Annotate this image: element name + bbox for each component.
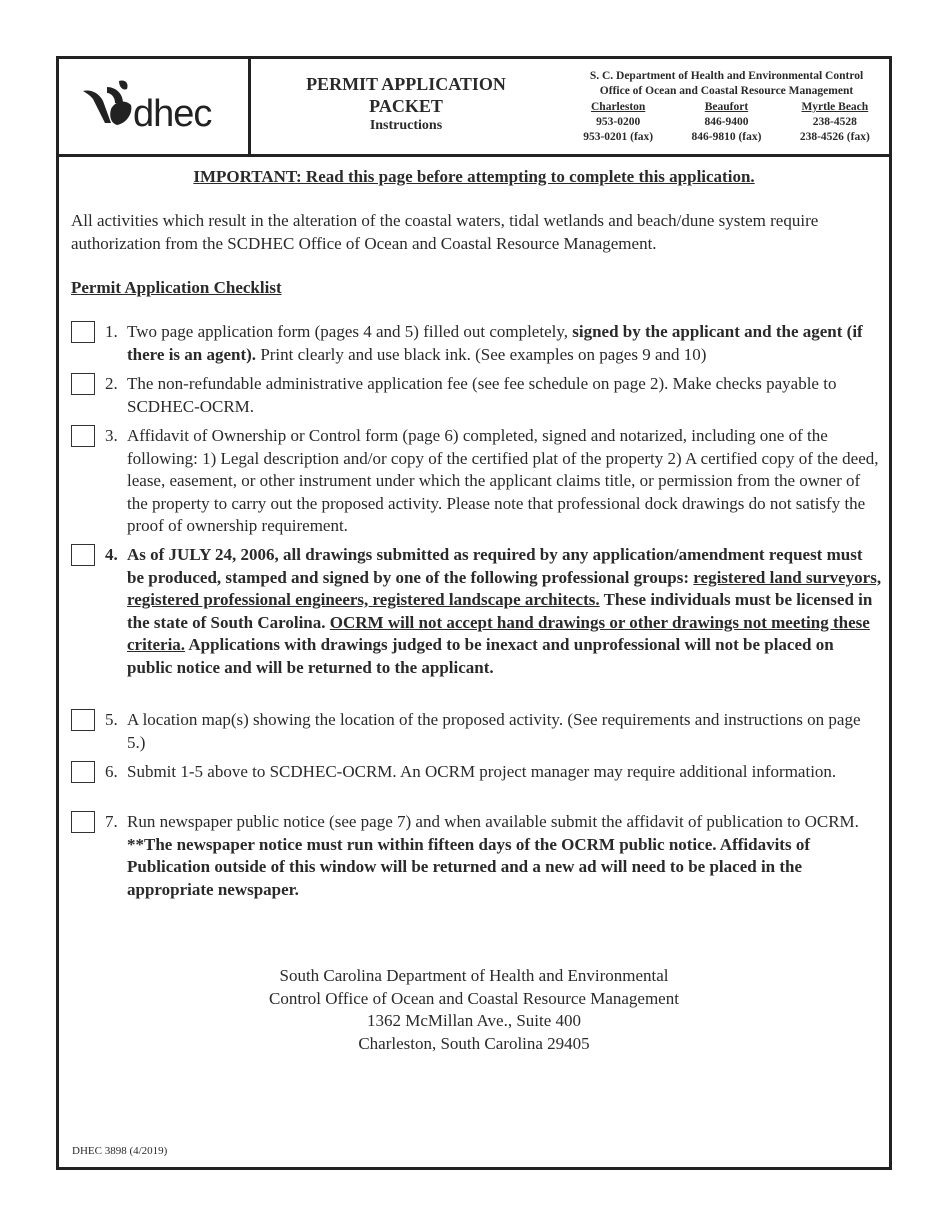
- item-text: A location map(s) showing the location of the proposed activity. (See requirements and instructions on page 5.): [127, 710, 861, 752]
- office-city: Beaufort: [704, 101, 749, 113]
- checkbox[interactable]: [71, 321, 95, 343]
- dhec-logo-icon: [81, 79, 141, 133]
- title-line-1: PERMIT APPLICATION: [306, 74, 506, 94]
- item-number: 5.: [105, 710, 118, 729]
- item-text: As of JULY 24, 2006, all drawings submitted as required by any application/amendment request must be produced, stamped and signed by one of the following professional groups: registered land surveyors, registered professional engineers, registered landscape architects. These individuals must be licensed in the state of South Carolina. OCRM will not accept hand drawings or other drawings not meeting these criteria. Applications with drawings judged to be inexact and unprofessional will not be placed on public notice and will be returned to the applicant.: [127, 545, 882, 677]
- important-notice: IMPORTANT: Read this page before attempting to complete this application.: [193, 167, 755, 186]
- item-number: 7.: [105, 812, 118, 831]
- office-city: Myrtle Beach: [801, 101, 869, 113]
- checkbox[interactable]: [71, 709, 95, 731]
- header: [59, 59, 889, 157]
- title-line-3: Instructions: [369, 118, 443, 133]
- checklist-item-7: [71, 811, 883, 901]
- office-charleston: [583, 100, 653, 145]
- item-text: Submit 1-5 above to SCDHEC-OCRM. An OCRM project manager may require additional information.: [127, 762, 837, 781]
- item-number: 2.: [105, 374, 118, 393]
- item-text: Affidavit of Ownership or Control form (page 6) completed, signed and notarized, including one of the following: 1) Legal description and/or copy of the certified plat of the property 2) A certified copy of the deed, lease, easement, or other instrument under which the applicant claims title, or permission from the owner of the property to carry out the proposed activity. Please note that professional dock drawings do not satisfy the proof of ownership requirement.: [127, 426, 879, 535]
- item-text: Two page application form (pages 4 and 5) filled out completely, signed by the applicant and the agent (if there is an agent). Print clearly and use black ink. (See examples on pages 9 and 10): [127, 322, 863, 364]
- checkbox[interactable]: [71, 761, 95, 783]
- form-number: DHEC 3898 (4/2019): [72, 1145, 168, 1157]
- address-line-3: 1362 McMillan Ave., Suite 400: [366, 1011, 582, 1030]
- checklist-item-3: [71, 425, 883, 538]
- office-fax: 846-9810 (fax): [691, 131, 762, 143]
- office-myrtle-beach: [800, 100, 870, 145]
- office-city: Charleston: [591, 101, 646, 113]
- checklist-item-4: [71, 544, 883, 679]
- title-line-2: PACKET: [369, 96, 443, 116]
- intro-paragraph: All activities which result in the alteration of the coastal waters, tidal wetlands and beach/dune system require authorization from the SCDHEC Office of Ocean and Coastal Resource Management.: [71, 211, 819, 253]
- item-number: 4.: [105, 545, 118, 564]
- logo-text: dhec: [133, 93, 212, 135]
- item-text: The non-refundable administrative application fee (see fee schedule on page 2). Make checks payable to SCDHEC-OCRM.: [127, 374, 837, 416]
- logo-cell: [59, 59, 251, 154]
- title-block: [251, 73, 561, 135]
- address-line-4: Charleston, South Carolina 29405: [358, 1033, 590, 1053]
- dept-line-1: S. C. Department of Health and Environmental Control: [589, 70, 864, 82]
- office-fax: 953-0201 (fax): [583, 131, 654, 143]
- checkbox[interactable]: [71, 425, 95, 447]
- checklist-item-2: [71, 373, 883, 418]
- checklist-title: Permit Application Checklist: [71, 278, 282, 297]
- checkbox[interactable]: [71, 544, 95, 566]
- office-beaufort: [692, 100, 762, 145]
- checklist-item-1: [71, 321, 883, 366]
- address-line-1: South Carolina Department of Health and Environmental: [279, 966, 669, 985]
- mailing-address: [59, 965, 889, 1055]
- contact-block: [564, 69, 889, 145]
- page-frame: [56, 56, 892, 1170]
- address-line-2: Control Office of Ocean and Coastal Resource Management: [269, 988, 679, 1008]
- checklist-item-5: [71, 709, 883, 754]
- dept-line-2: Office of Ocean and Coastal Resource Management: [599, 85, 854, 97]
- item-number: 3.: [105, 426, 118, 445]
- offices: [564, 100, 889, 145]
- item-text: Run newspaper public notice (see page 7) and when available submit the affidavit of publication to OCRM. **The newspaper notice must run within fifteen days of the OCRM public notice. Affidavits of Publication outside of this window will be returned and a new ad will need to be placed in the appropriate newspaper.: [127, 812, 859, 899]
- office-phone: 238-4528: [812, 116, 857, 128]
- office-fax: 238-4526 (fax): [799, 131, 870, 143]
- item-number: 6.: [105, 762, 118, 781]
- office-phone: 846-9400: [704, 116, 749, 128]
- checkbox[interactable]: [71, 373, 95, 395]
- office-phone: 953-0200: [596, 116, 641, 128]
- item-number: 1.: [105, 322, 118, 341]
- checkbox[interactable]: [71, 811, 95, 833]
- checklist-item-6: [71, 761, 883, 784]
